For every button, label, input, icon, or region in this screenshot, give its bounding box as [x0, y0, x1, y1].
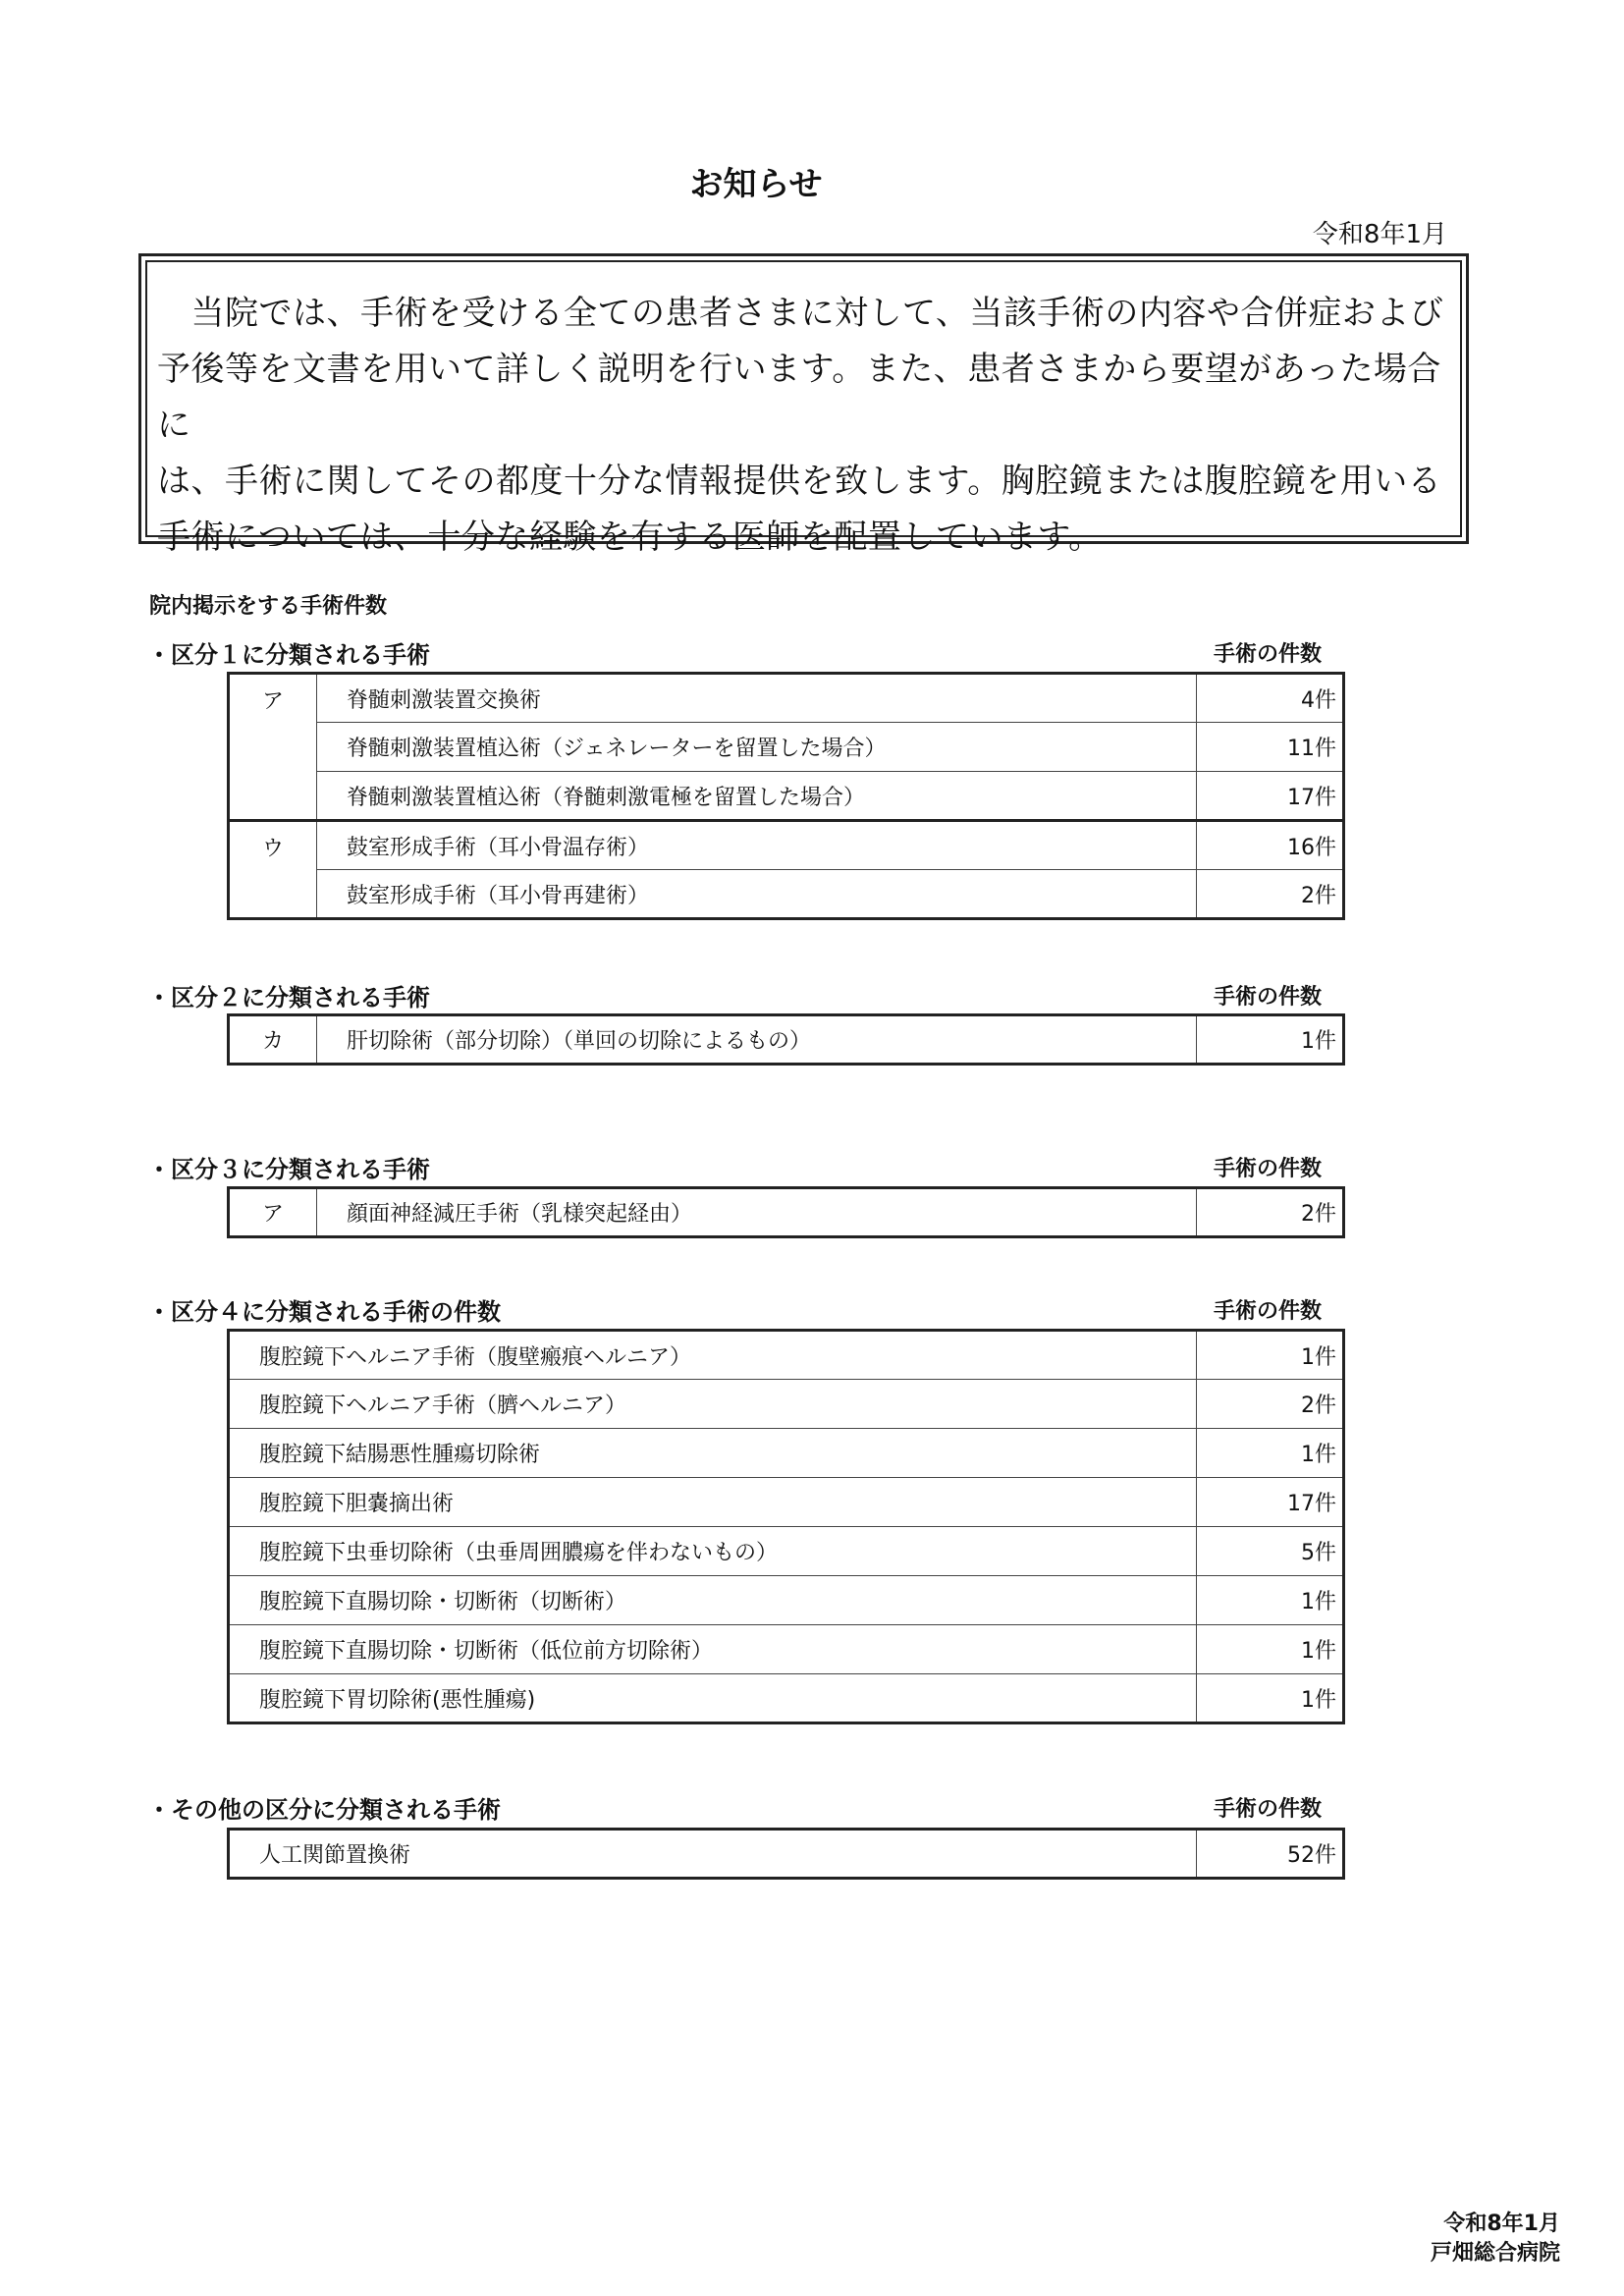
- notice-line: 予後等を文書を用いて詳しく説明を行います。また、患者さまから要望があった場合に: [157, 350, 1441, 445]
- table-row: [229, 1478, 1344, 1527]
- section-other-table: [227, 1828, 1345, 1880]
- notice-box: [138, 253, 1469, 557]
- surgery-name: 腹腔鏡下結腸悪性腫瘍切除術: [229, 1429, 1197, 1478]
- surgery-name: 鼓室形成手術（耳小骨再建術）: [317, 870, 1197, 919]
- table-row: [229, 821, 1344, 870]
- footer-hospital-name: 戸畑総合病院: [1430, 2241, 1560, 2266]
- surgery-name: 腹腔鏡下直腸切除・切断術（低位前方切除術）: [229, 1625, 1197, 1674]
- section-4-count-header: 手術の件数: [1214, 1299, 1323, 1324]
- surgery-count: 2件: [1197, 1380, 1344, 1429]
- category-code: カ: [229, 1015, 317, 1065]
- surgery-count: 17件: [1197, 772, 1344, 821]
- footer-date: 令和8年1月: [1443, 2212, 1560, 2236]
- surgery-count: 2件: [1197, 870, 1344, 919]
- section-1-label: ・区分１に分類される手術: [147, 641, 430, 669]
- surgery-count: 1件: [1197, 1576, 1344, 1625]
- section-1-count-header: 手術の件数: [1214, 642, 1323, 667]
- section-other-label: ・その他の区分に分類される手術: [147, 1796, 501, 1824]
- surgery-count: 1件: [1197, 1429, 1344, 1478]
- table-row: [229, 1527, 1344, 1576]
- surgery-count: 1件: [1197, 1674, 1344, 1723]
- table-row: [229, 1380, 1344, 1429]
- notice-line: 手術については、十分な経験を有する医師を配置しています。: [157, 518, 1103, 557]
- surgery-count: 4件: [1197, 674, 1344, 723]
- notice-box-inner: [145, 260, 1462, 557]
- page-title: お知らせ: [689, 165, 823, 204]
- section-2-table: [227, 1013, 1345, 1066]
- table-row: [229, 1674, 1344, 1723]
- surgery-count: 11件: [1197, 723, 1344, 772]
- surgery-name: 腹腔鏡下ヘルニア手術（臍ヘルニア）: [229, 1380, 1197, 1429]
- surgery-count: 1件: [1197, 1625, 1344, 1674]
- table-row: [229, 1331, 1344, 1380]
- surgery-count: 52件: [1197, 1830, 1344, 1879]
- surgery-name: 腹腔鏡下虫垂切除術（虫垂周囲膿瘍を伴わないもの）: [229, 1527, 1197, 1576]
- notice-text: [157, 286, 1450, 566]
- section-other-count-header: 手術の件数: [1214, 1797, 1323, 1822]
- table-row: [229, 674, 1344, 723]
- surgery-count: 1件: [1197, 1331, 1344, 1380]
- surgery-name: 脊髄刺激装置交換術: [317, 674, 1197, 723]
- category-code: ウ: [229, 821, 317, 919]
- table-row: [229, 1576, 1344, 1625]
- section-1-table: [227, 672, 1345, 920]
- category-code: ア: [229, 674, 317, 821]
- section-3-table: [227, 1186, 1345, 1238]
- table-row: [229, 1188, 1344, 1237]
- table-row: [229, 1830, 1344, 1879]
- footer: [1431, 2210, 1560, 2269]
- surgery-name: 腹腔鏡下胆嚢摘出術: [229, 1478, 1197, 1527]
- category-code: ア: [229, 1188, 317, 1237]
- table-row: [229, 1429, 1344, 1478]
- section-4-table: [227, 1329, 1345, 1724]
- section-3-label: ・区分３に分類される手術: [147, 1156, 430, 1183]
- section-3-count-header: 手術の件数: [1214, 1157, 1323, 1181]
- surgery-name: 鼓室形成手術（耳小骨温存術）: [317, 821, 1197, 870]
- surgery-name: 顔面神経減圧手術（乳様突起経由）: [317, 1188, 1197, 1237]
- table-row: [229, 723, 1344, 772]
- surgery-name: 腹腔鏡下直腸切除・切断術（切断術）: [229, 1576, 1197, 1625]
- section-2-label: ・区分２に分類される手術: [147, 984, 430, 1011]
- table-row: [229, 1625, 1344, 1674]
- table-row: [229, 772, 1344, 821]
- notice-date: 令和8年1月: [1312, 220, 1447, 249]
- notice-line: 当院では、手術を受ける全ての患者さまに対して、当該手術の内容や合併症および: [157, 294, 1444, 333]
- surgery-name: 脊髄刺激装置植込術（ジェネレーターを留置した場合）: [317, 723, 1197, 772]
- notice-line: は、手術に関してその都度十分な情報提供を致します。胸腔鏡または腹腔鏡を用いる: [157, 462, 1442, 501]
- surgery-count: 5件: [1197, 1527, 1344, 1576]
- surgery-count: 1件: [1197, 1015, 1344, 1065]
- section-4-label: ・区分４に分類される手術の件数: [147, 1298, 501, 1326]
- surgery-name: 脊髄刺激装置植込術（脊髄刺激電極を留置した場合）: [317, 772, 1197, 821]
- surgery-name: 腹腔鏡下ヘルニア手術（腹壁瘢痕ヘルニア）: [229, 1331, 1197, 1380]
- surgery-name: 腹腔鏡下胃切除術(悪性腫瘍): [229, 1674, 1197, 1723]
- section-2-count-header: 手術の件数: [1214, 985, 1323, 1010]
- surgery-count: 16件: [1197, 821, 1344, 870]
- surgery-count: 2件: [1197, 1188, 1344, 1237]
- table-row: [229, 870, 1344, 919]
- surgery-count: 17件: [1197, 1478, 1344, 1527]
- surgery-name: 人工関節置換術: [229, 1830, 1197, 1879]
- table-row: [229, 1015, 1344, 1065]
- surgery-count-heading: 院内掲示をする手術件数: [149, 594, 388, 619]
- surgery-name: 肝切除術（部分切除）（単回の切除によるもの）: [317, 1015, 1197, 1065]
